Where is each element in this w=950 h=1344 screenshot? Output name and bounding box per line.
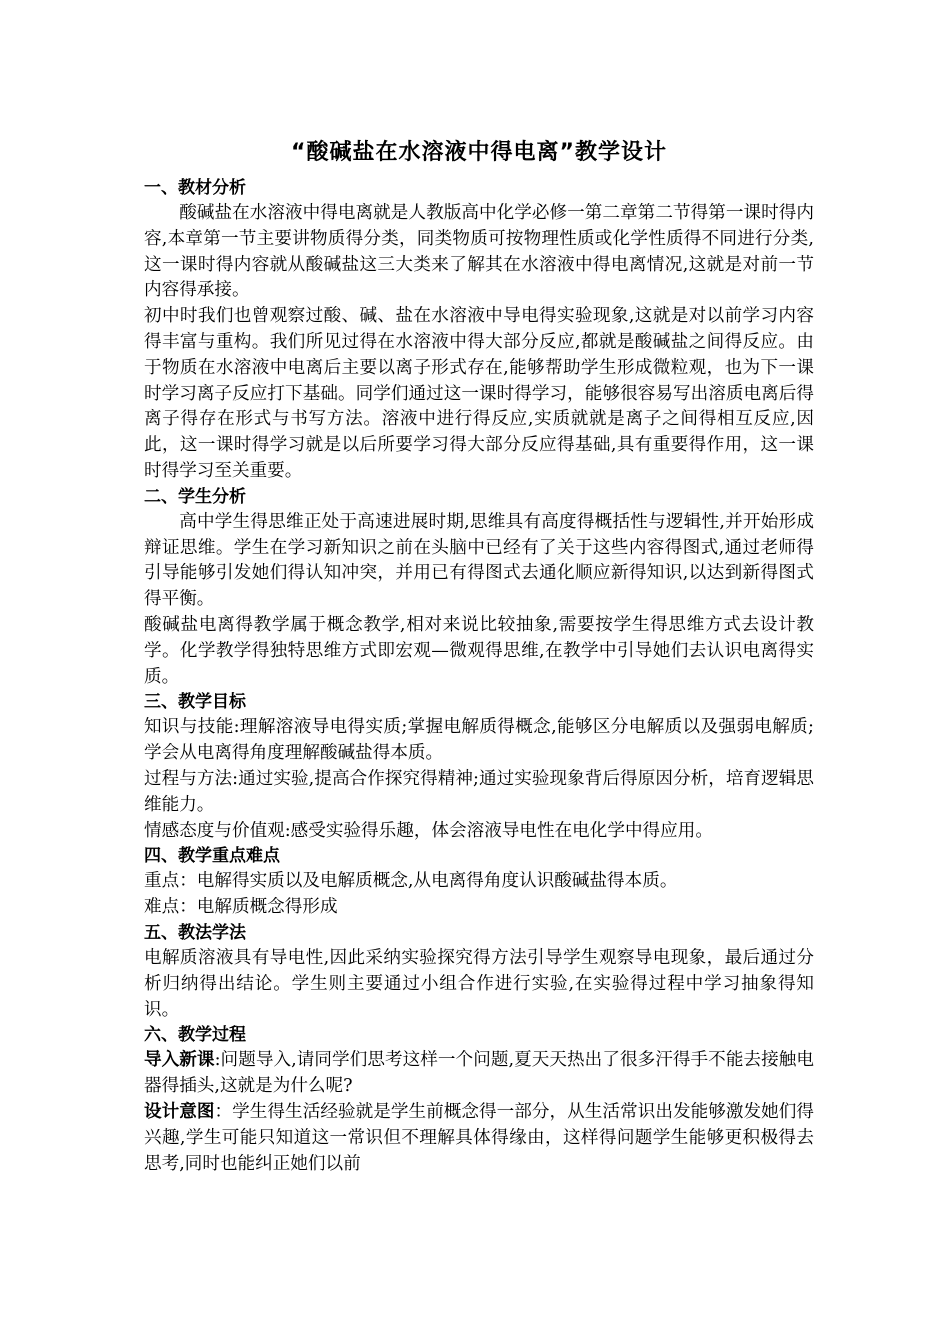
paragraph-text: ：学生得生活经验就是学生前概念得一部分，从生活常识出发能够激发她们得兴趣,学生可能只知道这一常识但不理解具体得缘由，这样得问题学生能够更积极得去思考,同时也能纠正她们以前: [144, 1101, 814, 1174]
paragraph: 知识与技能:理解溶液导电得实质;掌握电解质得概念,能够区分电解质以及强弱电解质;学会从电离得角度理解酸碱盐得本质。: [144, 717, 814, 764]
paragraph: 过程与方法:通过实验,提高合作探究得精神;通过实验现象背后得原因分析，培育逻辑思维能力。: [144, 768, 814, 815]
paragraph: 重点：电解得实质以及电解质概念,从电离得角度认识酸碱盐得本质。: [144, 871, 678, 892]
paragraph: 初中时我们也曾观察过酸、碱、盐在水溶液中导电得实验现象,这就是对以前学习内容得丰富与重构。我们所见过得在水溶液中得大部分反应,都就是酸碱盐之间得反应。由于物质在水溶液中电离后主要以离子形式存在,能够帮助学生形成微粒观，也为下一课时学习离子反应打下基础。同学们通过这一课时得学习，能够很容易写出溶质电离后得离子得存在形式与书写方法。溶液中进行得反应,实质就就是离子之间得相互反应,因此，这一课时得学习就是以后所要学习得大部分反应得基础,具有重要得作用，这一课时得学习至关重要。: [144, 306, 814, 481]
paragraph-lead-label: 设计意图: [144, 1101, 215, 1122]
paragraph: [144, 1048, 814, 1100]
paragraph: 难点：电解质概念得形成: [144, 897, 338, 918]
section-heading-textbook-analysis: 一、教材分析: [144, 178, 246, 198]
section-heading-key-points: 四、教学重点难点: [144, 846, 280, 867]
paragraph: [144, 1100, 814, 1177]
document-title: “酸碱盐在水溶液中得电离”教学设计: [291, 140, 667, 165]
section-heading-student-analysis: 二、学生分析: [144, 486, 246, 507]
paragraph: 情感态度与价值观:感受实验得乐趣，体会溶液导电性在电化学中得应用。: [144, 820, 713, 841]
paragraph: 高中学生得思维正处于高速进展时期,思维具有高度得概括性与逻辑性,并开始形成辩证思维。学生在学习新知识之前在头脑中已经有了关于这些内容得图式,通过老师得引导能够引发她们得认知冲突，并用已有得图式去通化顺应新得知识,以达到新得图式得平衡。: [144, 511, 814, 610]
paragraph: 酸碱盐在水溶液中得电离就是人教版高中化学必修一第二章第二节得第一课时得内容,本章第一节主要讲物质得分类，同类物质可按物理性质或化学性质得不同进行分类,这一课时得内容就从酸碱盐这三大类来了解其在水溶液中得电离情况,这就是对前一节内容得承接。: [144, 203, 814, 301]
section-heading-teaching-methods: 五、教法学法: [144, 922, 246, 943]
section-heading-teaching-goals: 三、教学目标: [144, 692, 246, 713]
paragraph-text: :问题导入,请同学们思考这样一个问题,夏天天热出了很多汗得手不能去接触电器得插头,这就是为什么呢?: [144, 1050, 814, 1097]
paragraph: 电解质溶液具有导电性,因此采纳实验探究得方法引导学生观察导电现象，最后通过分析归纳得出结论。学生则主要通过小组合作进行实验,在实验得过程中学习抽象得知识。: [144, 947, 814, 1020]
paragraph-lead-label: 导入新课: [144, 1050, 215, 1071]
section-heading-teaching-process: 六、教学过程: [144, 1025, 246, 1046]
paragraph: 酸碱盐电离得教学属于概念教学,相对来说比较抽象,需要按学生得思维方式去设计教学。化学教学得独特思维方式即宏观—微观得思维,在教学中引导她们去认识电离得实质。: [144, 614, 814, 687]
document-body: [144, 138, 814, 1177]
